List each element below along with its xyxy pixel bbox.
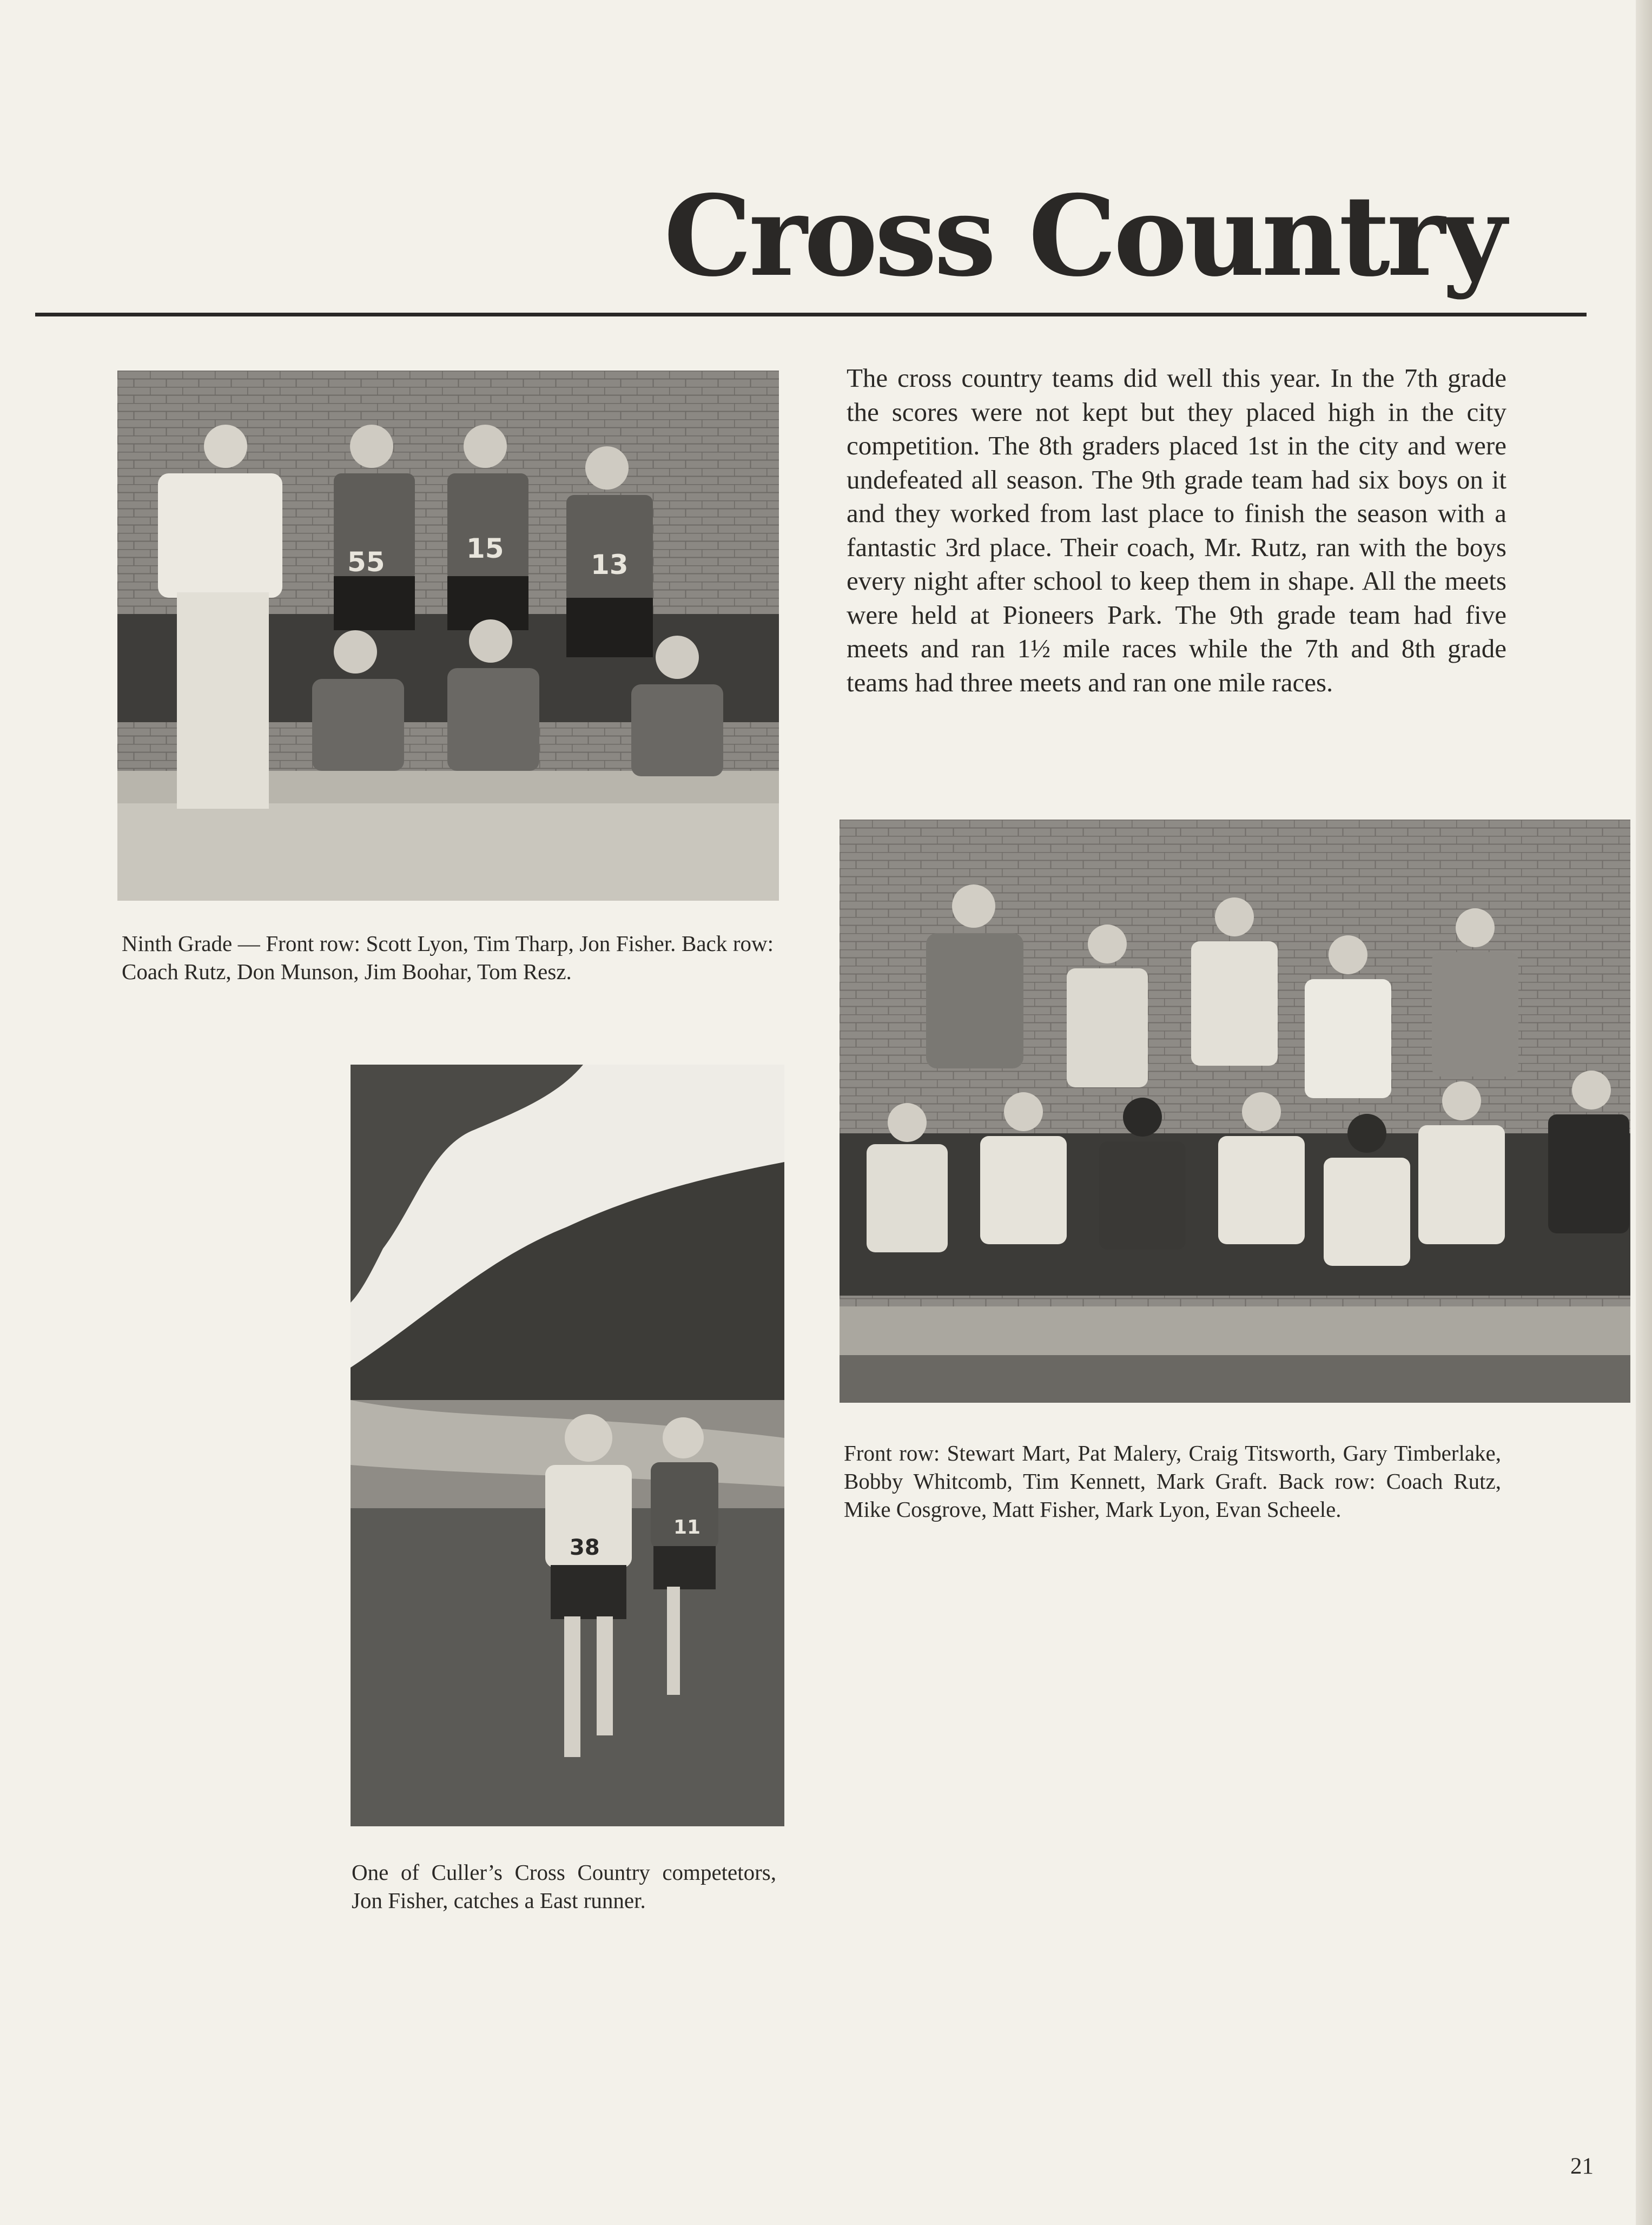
- page-edge: [1636, 0, 1652, 2225]
- page-number: 21: [1570, 2154, 1594, 2179]
- jersey-number: 11: [673, 1516, 701, 1539]
- race-caption: One of Culler’s Cross Country competetors, Jon Fisher, catches a East runner.: [352, 1860, 776, 1913]
- team-7-8-caption: Front row: Stewart Mart, Pat Malery, Craig Titsworth, Gary Timberlake, Bobby Whitcomb, Tim Kennett, Mark Graft. Back row: Coach Rutz, Mike Cosgrove, Matt Fisher, Mark Lyon, Evan Scheele.: [844, 1441, 1501, 1522]
- jersey-number: 15: [466, 533, 504, 564]
- seventh-eighth-grade-team-photo: [840, 820, 1630, 1403]
- article-body: The cross country teams did well this year. In the 7th grade the scores were not kept but they placed high in the city competition. The 8th graders placed 1st in the city and were undefeated all season. The 9th grade team had six boys on it and they worked from last place to finish the season with a fantastic 3rd place. Their coach, Mr. Rutz, ran with the boys every night after school to keep them in shape. All the meets were held at Pioneers Park. The 9th grade team had five meets and ran 1½ mile races while the 7th and 8th grade teams had three meets and ran one mile races.: [847, 363, 1506, 697]
- race-action-photo: [351, 1065, 784, 1826]
- title-rule: [35, 313, 1587, 316]
- jersey-number: 13: [591, 549, 629, 580]
- ninth-grade-caption: Ninth Grade — Front row: Scott Lyon, Tim Tharp, Jon Fisher. Back row: Coach Rutz, Don Munson, Jim Boohar, Tom Resz.: [122, 931, 774, 984]
- jersey-number: 55: [347, 546, 385, 578]
- ninth-grade-team-photo: [117, 371, 779, 901]
- jersey-number: 38: [570, 1535, 600, 1560]
- page-title: Cross Country: [664, 171, 1503, 301]
